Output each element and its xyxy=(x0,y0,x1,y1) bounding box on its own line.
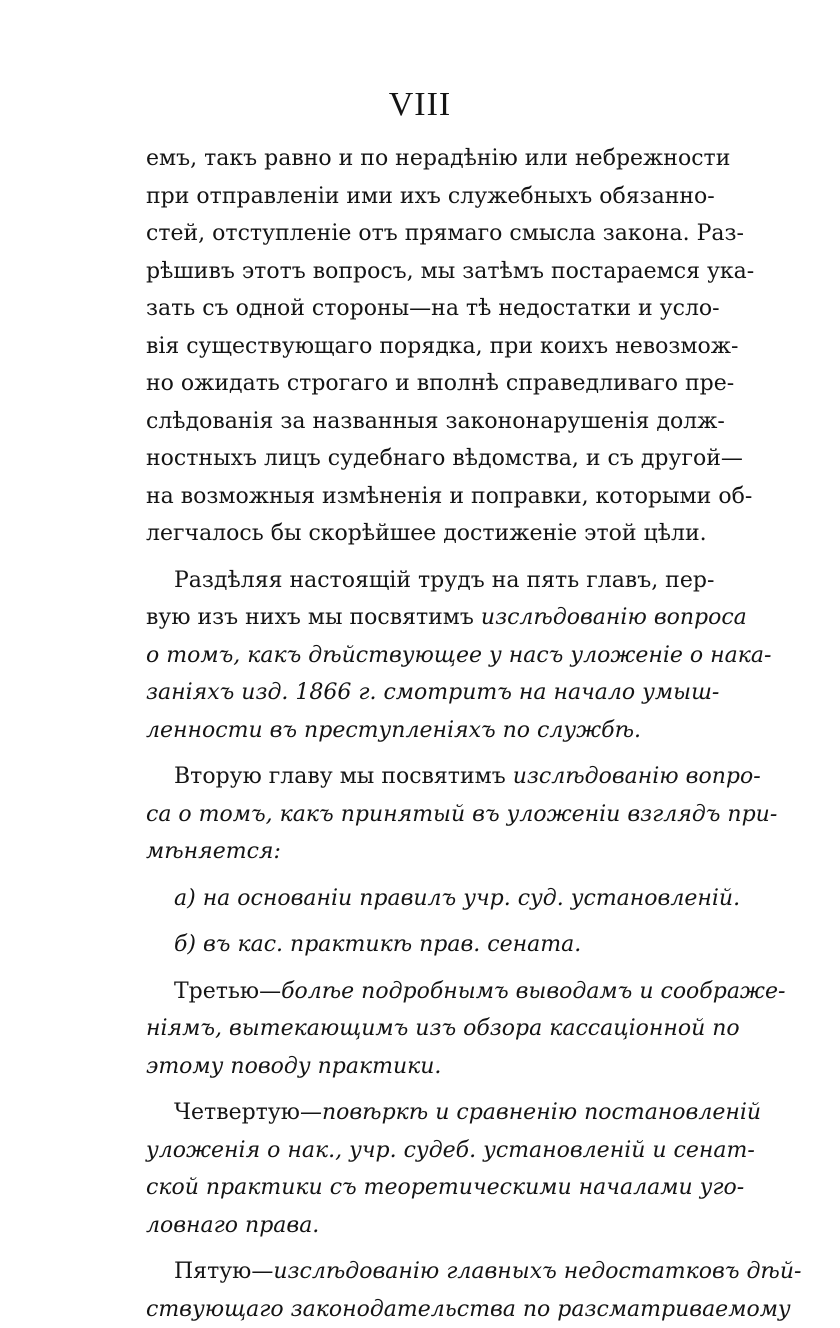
text-line xyxy=(146,1132,691,1170)
text-line xyxy=(146,365,691,403)
paragraph xyxy=(146,140,691,553)
text-line xyxy=(146,674,691,712)
paragraph xyxy=(146,880,691,918)
italic-text: са о томъ, какъ принятый въ уложеніи взглядъ при- xyxy=(146,802,777,827)
text-line xyxy=(146,796,691,834)
text-run: но ожидать строгаго и вполнѣ справедливаго пре- xyxy=(146,371,734,396)
text-run: рѣшивъ этотъ вопросъ, мы затѣмъ постараемся ука- xyxy=(146,259,754,284)
text-run: ностныхъ лицъ судебнаго вѣдомства, и съ другой— xyxy=(146,446,743,471)
italic-text: ніямъ, вытекающимъ изъ обзора кассаціонной по xyxy=(146,1016,740,1041)
body-text xyxy=(146,140,691,1328)
text-run: слѣдованія за названныя закононарушенія долж- xyxy=(146,409,725,434)
text-line xyxy=(146,712,691,750)
page-number: VIII xyxy=(0,86,840,124)
text-line xyxy=(146,403,691,441)
paragraph xyxy=(146,562,691,750)
text-line xyxy=(146,178,691,216)
text-line xyxy=(146,440,691,478)
text-line xyxy=(146,758,691,796)
italic-text: болѣе подробнымъ выводамъ и соображе- xyxy=(281,979,785,1004)
text-line xyxy=(146,1010,691,1048)
italic-text: этому поводу практики. xyxy=(146,1054,441,1079)
italic-text: ловнаго права. xyxy=(146,1213,319,1238)
paragraph-gap xyxy=(146,553,691,562)
text-line xyxy=(146,1048,691,1086)
italic-text: изслѣдованію главныхъ недостатковъ дѣй- xyxy=(273,1259,801,1284)
paragraph xyxy=(146,758,691,871)
text-line xyxy=(146,926,691,964)
text-line xyxy=(146,253,691,291)
text-run: при отправленіи ими ихъ служебныхъ обязанно- xyxy=(146,184,715,209)
text-run: стей, отступленіе отъ прямаго смысла закона. Раз- xyxy=(146,221,744,246)
paragraph xyxy=(146,1253,691,1328)
italic-text: о томъ, какъ дѣйствующее у насъ уложеніе о нака- xyxy=(146,643,771,668)
text-line xyxy=(146,973,691,1011)
text-run: вія существующаго порядка, при коихъ невозмож- xyxy=(146,334,738,359)
paragraph-gap xyxy=(146,1244,691,1253)
paragraph-gap xyxy=(146,917,691,926)
text-line xyxy=(146,1094,691,1132)
italic-text: мѣняется: xyxy=(146,839,281,864)
text-line xyxy=(146,1169,691,1207)
paragraph-gap xyxy=(146,749,691,758)
italic-text: изслѣдованію вопро- xyxy=(513,764,761,789)
paragraph-gap xyxy=(146,871,691,880)
italic-text: ствующаго законодательства по разсматриваемому xyxy=(146,1297,791,1322)
italic-text: ленности въ преступленіяхъ по службѣ. xyxy=(146,718,641,743)
text-run: Пятую— xyxy=(174,1259,273,1284)
text-line xyxy=(146,1253,691,1291)
italic-text: заніяхъ изд. 1866 г. смотритъ на начало умыш- xyxy=(146,680,719,705)
text-run: Четвертую— xyxy=(174,1100,322,1125)
italic-text: б) въ кас. практикѣ прав. сената. xyxy=(174,932,581,957)
text-line xyxy=(146,880,691,918)
text-line xyxy=(146,562,691,600)
italic-text: повѣркѣ и сравненію постановленій xyxy=(322,1100,761,1125)
italic-text: ской практики съ теоретическими началами уго- xyxy=(146,1175,744,1200)
text-run: легчалось бы скорѣйшее достиженіе этой цѣли. xyxy=(146,521,707,546)
paragraph-gap xyxy=(146,964,691,973)
text-line xyxy=(146,328,691,366)
text-run: зать съ одной стороны—на тѣ недостатки и усло- xyxy=(146,296,720,321)
text-line xyxy=(146,1207,691,1245)
text-run: емъ, такъ равно и по нерадѣнію или небрежности xyxy=(146,146,730,171)
text-line xyxy=(146,515,691,553)
text-run: вую изъ нихъ мы посвятимъ xyxy=(146,605,481,630)
text-line xyxy=(146,478,691,516)
text-line xyxy=(146,637,691,675)
italic-text: а) на основаніи правилъ учр. суд. установленій. xyxy=(174,886,740,911)
text-run: Раздѣляя настоящій трудъ на пять главъ, пер- xyxy=(174,568,714,593)
text-line xyxy=(146,140,691,178)
paragraph xyxy=(146,973,691,1086)
paragraph xyxy=(146,1094,691,1244)
text-run: на возможныя измѣненія и поправки, которыми об- xyxy=(146,484,752,509)
text-line xyxy=(146,215,691,253)
text-line xyxy=(146,833,691,871)
text-line xyxy=(146,599,691,637)
italic-text: уложенія о нак., учр. судеб. установленій и сенат- xyxy=(146,1138,755,1163)
text-line xyxy=(146,290,691,328)
text-run: Вторую главу мы посвятимъ xyxy=(174,764,513,789)
paragraph xyxy=(146,926,691,964)
italic-text: изслѣдованію вопроса xyxy=(481,605,747,630)
text-run: Третью— xyxy=(174,979,281,1004)
text-line xyxy=(146,1291,691,1328)
paragraph-gap xyxy=(146,1085,691,1094)
